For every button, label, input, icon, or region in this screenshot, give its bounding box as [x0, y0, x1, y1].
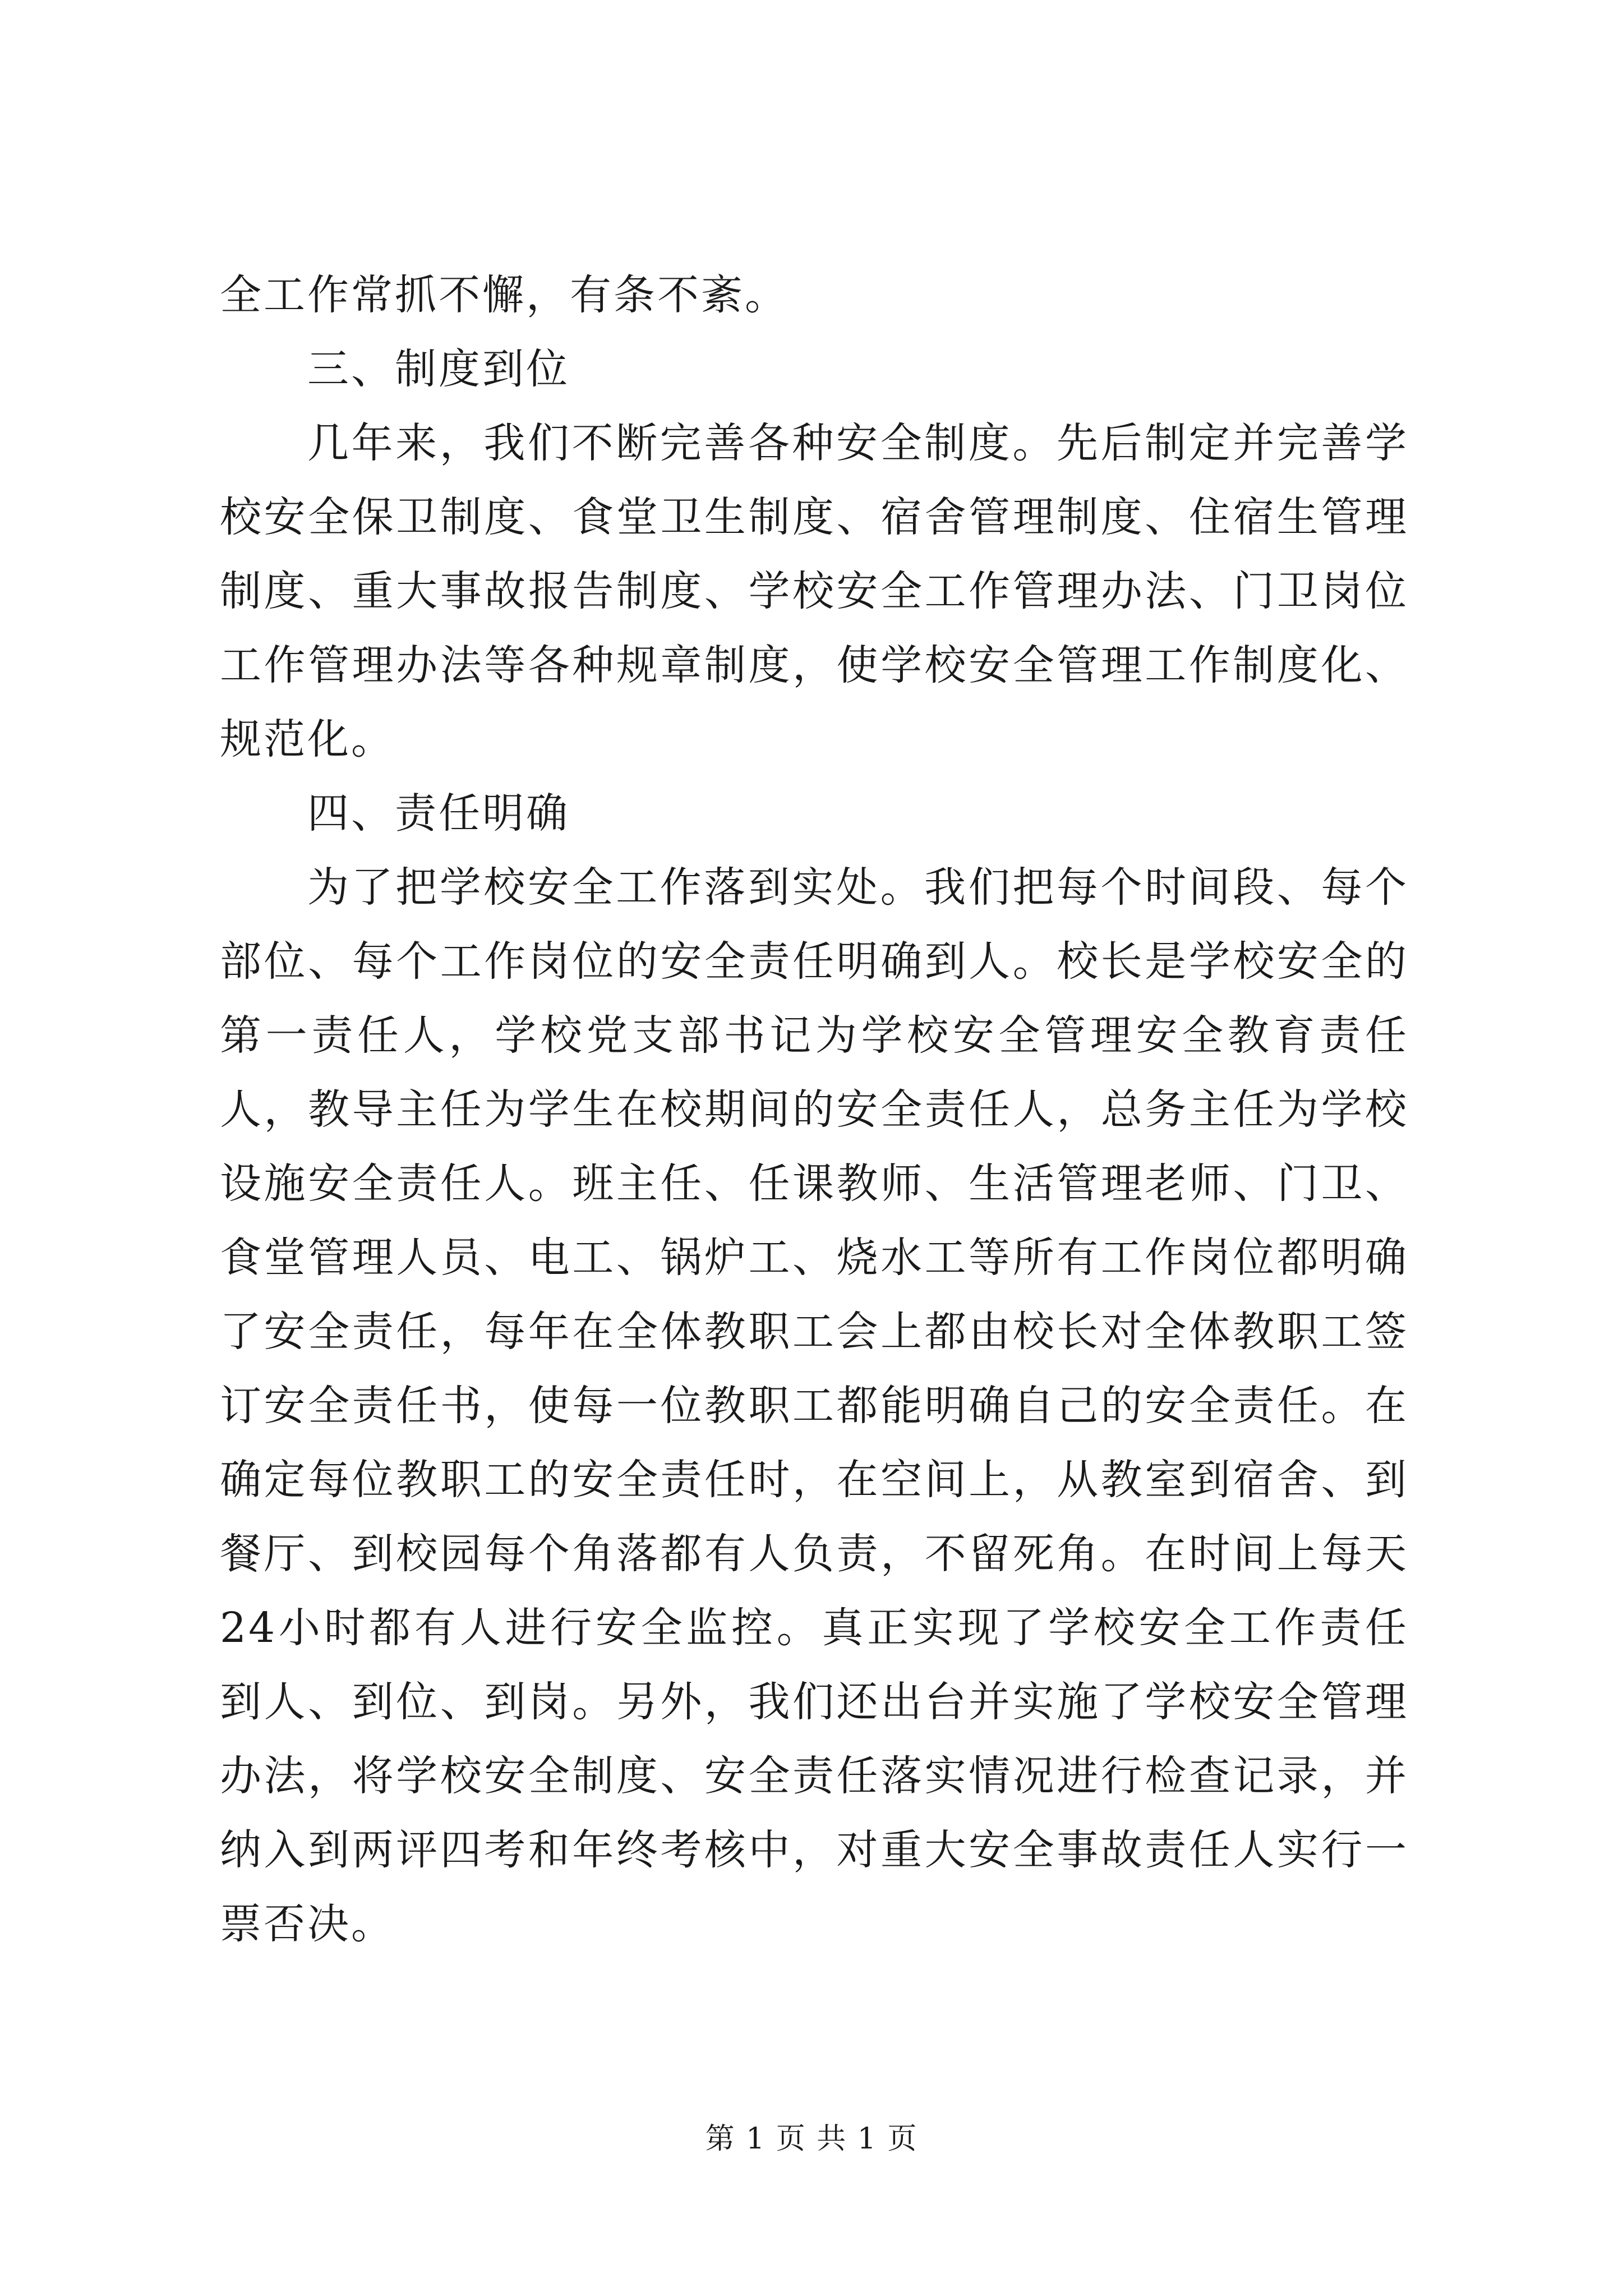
section-heading-institutions: 三、制度到位	[307, 345, 570, 393]
paragraph-institutions: 几年来，我们不断完善各种安全制度。先后制定并完善学校安全保卫制度、食堂卫生制度、宿舍管理制度、住宿生管理制度、重大事故报告制度、学校安全工作管理办法、门卫岗位工作管理办法等各种规章制度，使学校安全管理工作制度化、规范化。	[220, 419, 1409, 763]
document-body	[220, 258, 1409, 1961]
section-heading-responsibility: 四、责任明确	[307, 789, 570, 838]
paragraph-continuation: 全工作常抓不懈，有条不紊。	[220, 271, 789, 319]
page-footer: 第 1 页 共 1 页	[705, 2122, 918, 2156]
paragraph-responsibility: 为了把学校安全工作落到实处。我们把每个时间段、每个部位、每个工作岗位的安全责任明确到人。校长是学校安全的第一责任人，学校党支部书记为学校安全管理安全教育责任人，教导主任为学生在校期间的安全责任人，总务主任为学校设施安全责任人。班主任、任课教师、生活管理老师、门卫、食堂管理人员、电工、锅炉工、烧水工等所有工作岗位都明确了安全责任，每年在全体教职工会上都由校长对全体教职工签订安全责任书，使每一位教职工都能明确自己的安全责任。在确定每位教职工的安全责任时，在空间上，从教室到宿舍、到餐厅、到校园每个角落都有人负责，不留死角。在时间上每天24小时都有人进行安全监控。真正实现了学校安全工作责任到人、到位、到岗。另外，我们还出台并实施了学校安全管理办法，将学校安全制度、安全责任落实情况进行检查记录，并纳入到两评四考和年终考核中，对重大安全事故责任人实行一票否决。	[220, 863, 1409, 1948]
